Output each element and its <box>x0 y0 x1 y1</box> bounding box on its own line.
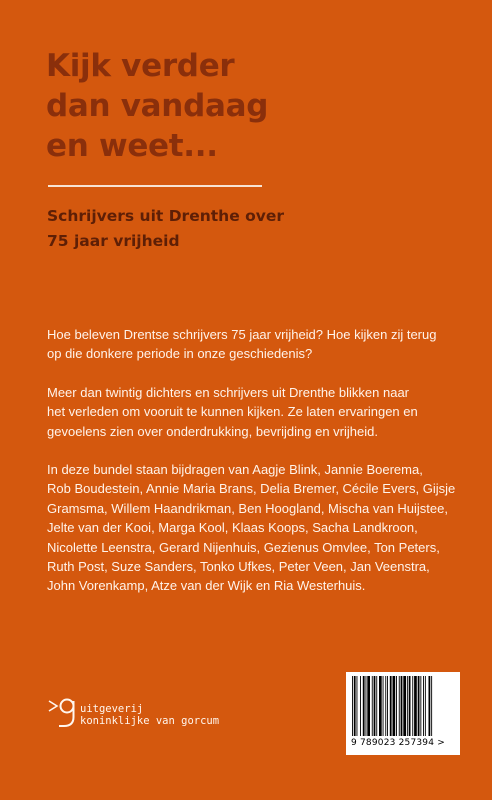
blurb-line: Rob Boudestein, Annie Maria Brans, Delia Bremer, Cécile Evers, Gijsje <box>47 481 456 497</box>
isbn-number: 9 789023 257394 > <box>351 738 445 748</box>
cover-subtitle <box>47 204 427 254</box>
blurb-line: John Vorenkamp, Atze van der Wijk en Ria Westerhuis. <box>47 578 366 594</box>
publisher-name <box>80 703 219 727</box>
cover-title-line: Kijk verder <box>46 48 235 84</box>
cover-title-line: en weet... <box>46 128 218 164</box>
greater-than-g-logo-icon <box>48 695 78 735</box>
blurb-line: Hoe beleven Drentse schrijvers 75 jaar vrijheid? Hoe kijken zij terug <box>47 327 437 342</box>
blurb-line: gevoelens zien over onderdrukking, bevrijding en vrijheid. <box>47 423 378 439</box>
blurb-line: op die donkere periode in onze geschiedenis? <box>47 346 313 362</box>
title-divider <box>48 185 262 187</box>
cover-subtitle-line: Schrijvers uit Drenthe over <box>47 207 285 225</box>
blurb-line: Meer dan twintig dichters en schrijvers uit Drenthe blikken naar <box>47 384 410 400</box>
blurb <box>47 325 457 615</box>
cover-subtitle-line: 75 jaar vrijheid <box>47 232 180 250</box>
cover-title <box>46 46 446 166</box>
isbn-barcode <box>346 672 460 755</box>
blurb-paragraph-intro <box>47 325 457 364</box>
publisher-logo <box>48 695 258 735</box>
blurb-line: Jelte van der Kooi, Marga Kool, Klaas Koops, Sacha Landkroon, <box>47 520 418 536</box>
blurb-line: Nicolette Leenstra, Gerard Nijenhuis, Gezienus Omvlee, Ton Peters, <box>47 539 440 555</box>
cover-title-line: dan vandaag <box>46 88 269 124</box>
blurb-line: Gramsma, Willem Haandrikman, Ben Hoogland, Mischa van Huijstee, <box>47 500 448 516</box>
blurb-paragraph-contributors <box>47 460 457 596</box>
barcode-icon <box>350 676 456 738</box>
blurb-line: In deze bundel staan bijdragen van Aagje Blink, Jannie Boerema, <box>47 462 423 478</box>
publisher-line-1: uitgeverij <box>80 703 144 715</box>
blurb-line: Ruth Post, Suze Sanders, Tonko Ufkes, Peter Veen, Jan Veenstra, <box>47 559 430 575</box>
publisher-line-2: koninklijke van gorcum <box>80 715 220 727</box>
blurb-paragraph-description <box>47 383 457 441</box>
blurb-line: het verleden om vooruit te kunnen kijken. Ze laten ervaringen en <box>47 404 418 420</box>
